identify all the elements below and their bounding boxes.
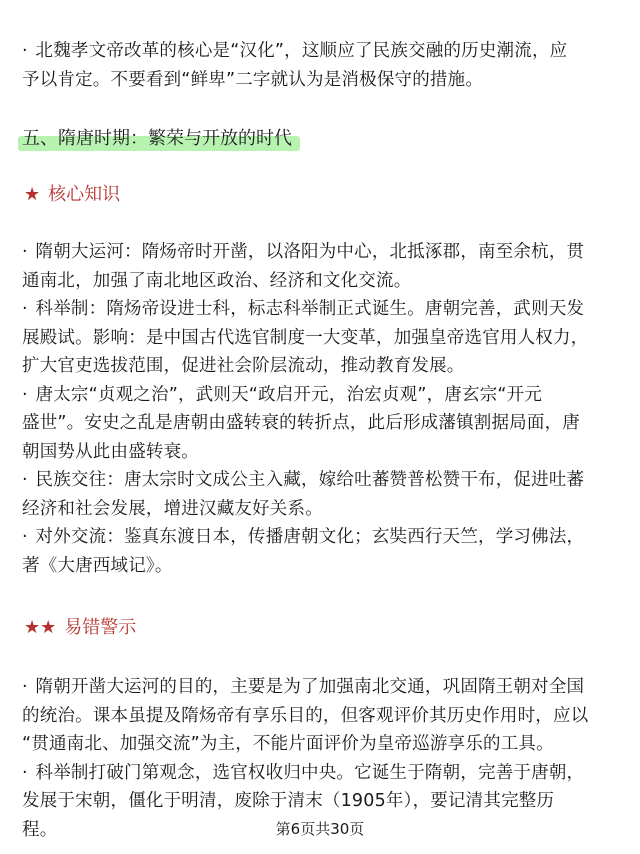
intro-paragraph: · 北魏孝文帝改革的核心是“汉化”，这顺应了民族交融的历史潮流，应 予以肯定。不要看到“鲜卑”二字就认为是消极保守的措施。 [22,41,568,90]
section-title: 五、隋唐时期：繁荣与开放的时代 [22,128,292,149]
list-item: · 民族交往：唐太宗时文成公主入藏，嫁给吐蕃赞普松赞干布，促进吐蕃 经济和社会发展，增进汉藏友好关系。 [22,470,585,519]
list-item: · 隋朝大运河：隋炀帝时开凿，以洛阳为中心，北抵涿郡，南至余杭，贯 通南北，加强了南北地区政治、经济和文化交流。 [22,242,585,291]
page-number: 第6页共30页 [275,820,365,838]
core-knowledge-heading [24,181,120,209]
warning-heading [24,614,136,642]
intro-line: 予以肯定。不要看到“鲜卑”二字就认为是消极保守的措施。 [22,69,484,90]
intro-line: 北魏孝文帝改革的核心是“汉化”，这顺应了民族交融的历史潮流，应 [35,41,568,61]
core-knowledge-list [22,238,620,580]
list-item: · 科举制：隋炀帝设进士科，标志科举制正式诞生。唐朝完善，武则天发 展殿试。影响：是中国古代选官制度一大变革，加强皇帝选官用人权力， 扩大官吏选拔范围，促进社会阶层流动，推动教育发展。 [22,299,589,376]
list-item: · 科举制打破门第观念，选官权收归中央。它诞生于隋朝，完善于唐朝， 发展于宋朝，僵化于明清，废除于清末（1905年），要记清其完整历 程。 [22,762,585,840]
star-icon: ★★ [24,617,57,638]
list-item: · 唐太宗“贞观之治”，武则天“政启开元，治宏贞观”，唐玄宗“开元 盛世”。安史之乱是唐朝由盛转衰的转折点，此后形成藩镇割据局面，唐 朝国势从此由盛转衰。 [22,384,580,462]
warning-title: 易错警示 [64,617,137,638]
list-item: · 隋朝开凿大运河的目的，主要是为了加强南北交通，巩固隋王朝对全国 的统治。课本虽提及隋炀帝有享乐目的，但客观评价其历史作用时，应以 “贯通南北、加强交流”为主，不能片面评价为皇帝巡游享乐的工具。 [22,677,589,754]
star-icon: ★ [24,184,41,205]
core-knowledge-title: 核心知识 [48,184,121,205]
list-item: · 对外交流：鉴真东渡日本，传播唐朝文化；玄奘西行天竺，学习佛法， 著《大唐西域记》。 [22,527,585,576]
